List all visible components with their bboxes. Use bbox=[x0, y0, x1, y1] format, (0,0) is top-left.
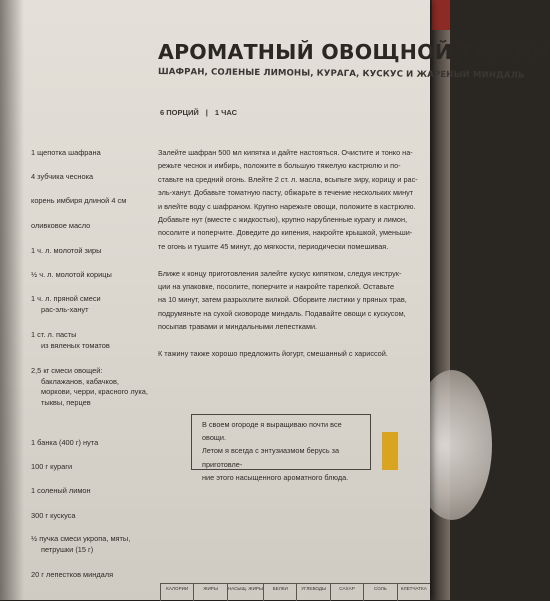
ingredient-item: оливковое масло bbox=[31, 221, 91, 230]
ingredient-item: 20 г лепестков миндаля bbox=[31, 570, 114, 579]
method-paragraph: Ближе к концу приготовления залейте кускус кипятком, следуя инструк- ции на упаковке, посолите, поперчите и накройте тарелкой. Оставьте на 10 минут, затем разрыхлите вилкой. Оборвите листики у пряных трав, подрумяньте на сухой сковороде миндаль. Подавайте овощи с кускусом, посыпав травами и миндальными лепестками. bbox=[158, 268, 407, 332]
recipe-meta bbox=[160, 108, 237, 117]
ingredient-item: ½ пучка смеси укропа, мяты, петрушки (15 г) bbox=[31, 534, 131, 554]
nutrition-header: КАЛОРИИ bbox=[160, 584, 193, 601]
ingredient-item: 1 банка (400 г) нута bbox=[31, 438, 99, 447]
servings: 6 ПОРЦИЙ bbox=[160, 108, 199, 117]
meta-separator: | bbox=[205, 108, 208, 117]
recipe-title: АРОМАТНЫЙ ОВОЩНОЙ ТАЖИН bbox=[158, 40, 550, 64]
nutrition-header: БЕЛКИ bbox=[263, 584, 296, 601]
nutrition-header: ЖИРЫ bbox=[193, 584, 226, 601]
method-text bbox=[158, 146, 430, 374]
ingredient-item: 2,5 кг смеси овощей: баклажанов, кабачков, моркови, черри, красного лука, тыквы, перцев bbox=[31, 366, 148, 407]
ingredient-item: 1 ч. л. пряной смеси рас-эль-ханут bbox=[31, 294, 101, 314]
ingredient-item: 1 ст. л. пасты из вяленых томатов bbox=[31, 330, 110, 350]
ingredient-item: 100 г кураги bbox=[31, 462, 73, 471]
cook-time: 1 ЧАС bbox=[214, 108, 238, 117]
ingredient-item: ½ ч. л. молотой корицы bbox=[31, 270, 112, 279]
nutrition-table bbox=[160, 583, 430, 601]
author-note: В своем огороде я выращиваю почти все овощи. Летом я всегда с энтузиазмом берусь за приготовле- ние этого насыщенного ароматного блюда. bbox=[191, 414, 371, 470]
ingredient-item: корень имбиря длиной 4 см bbox=[31, 196, 127, 205]
ingredient-item: 4 зубчика чеснока bbox=[31, 172, 94, 181]
method-paragraph: К тажину также хорошо предложить йогурт, смешанный с харисcой. bbox=[158, 349, 388, 359]
method-paragraph: Залейте шафран 500 мл кипятка и дайте настояться. Очистите и тонко на- режьте чеснок и имбирь, положите в большую тяжелую кастрюлю и по- ставьте на средний огонь. Влейте 2 ст. л. масла, всыпьте зиру, корицу и рас- эль-ханут. Добавьте томатную пасту, обжарьте в течение нескольких минут и влейте воду с шафраном. Крупно нарежьте овощи, положите в кастрюлю. Добавьте нут (вместе с жидкостью), крупно нарубленные курагу и лимон, посолите и поперчите. Доведите до кипения, накройте крышкой, уменьши- те огонь и тушите 45 минут, до мягкости, периодически помешивая. bbox=[158, 148, 418, 251]
nutrition-header: КЛЕТЧАТКА bbox=[397, 584, 430, 601]
spine-shadow bbox=[0, 0, 24, 600]
book-cover-edge bbox=[432, 0, 450, 30]
ingredient-item: 300 г кускуса bbox=[31, 511, 76, 520]
ingredient-item: 1 щепотка шафрана bbox=[31, 148, 101, 157]
recipe-subtitle: ШАФРАН, СОЛЕНЫЕ ЛИМОНЫ, КУРАГА, КУСКУС И ЖАРЕНЫЙ МИНДАЛЬ bbox=[157, 67, 525, 81]
ingredient-item: 1 ч. л. молотой зиры bbox=[31, 246, 102, 255]
nutrition-header: УГЛЕВОДЫ bbox=[296, 584, 329, 601]
note-accent-bar bbox=[382, 432, 398, 470]
nutrition-header: НАСЫЩ. ЖИРЫ bbox=[227, 584, 263, 601]
nutrition-header: САХАР bbox=[330, 584, 363, 601]
nutrition-header: СОЛЬ bbox=[363, 584, 396, 601]
ingredient-item: 1 соленый лимон bbox=[31, 486, 91, 495]
